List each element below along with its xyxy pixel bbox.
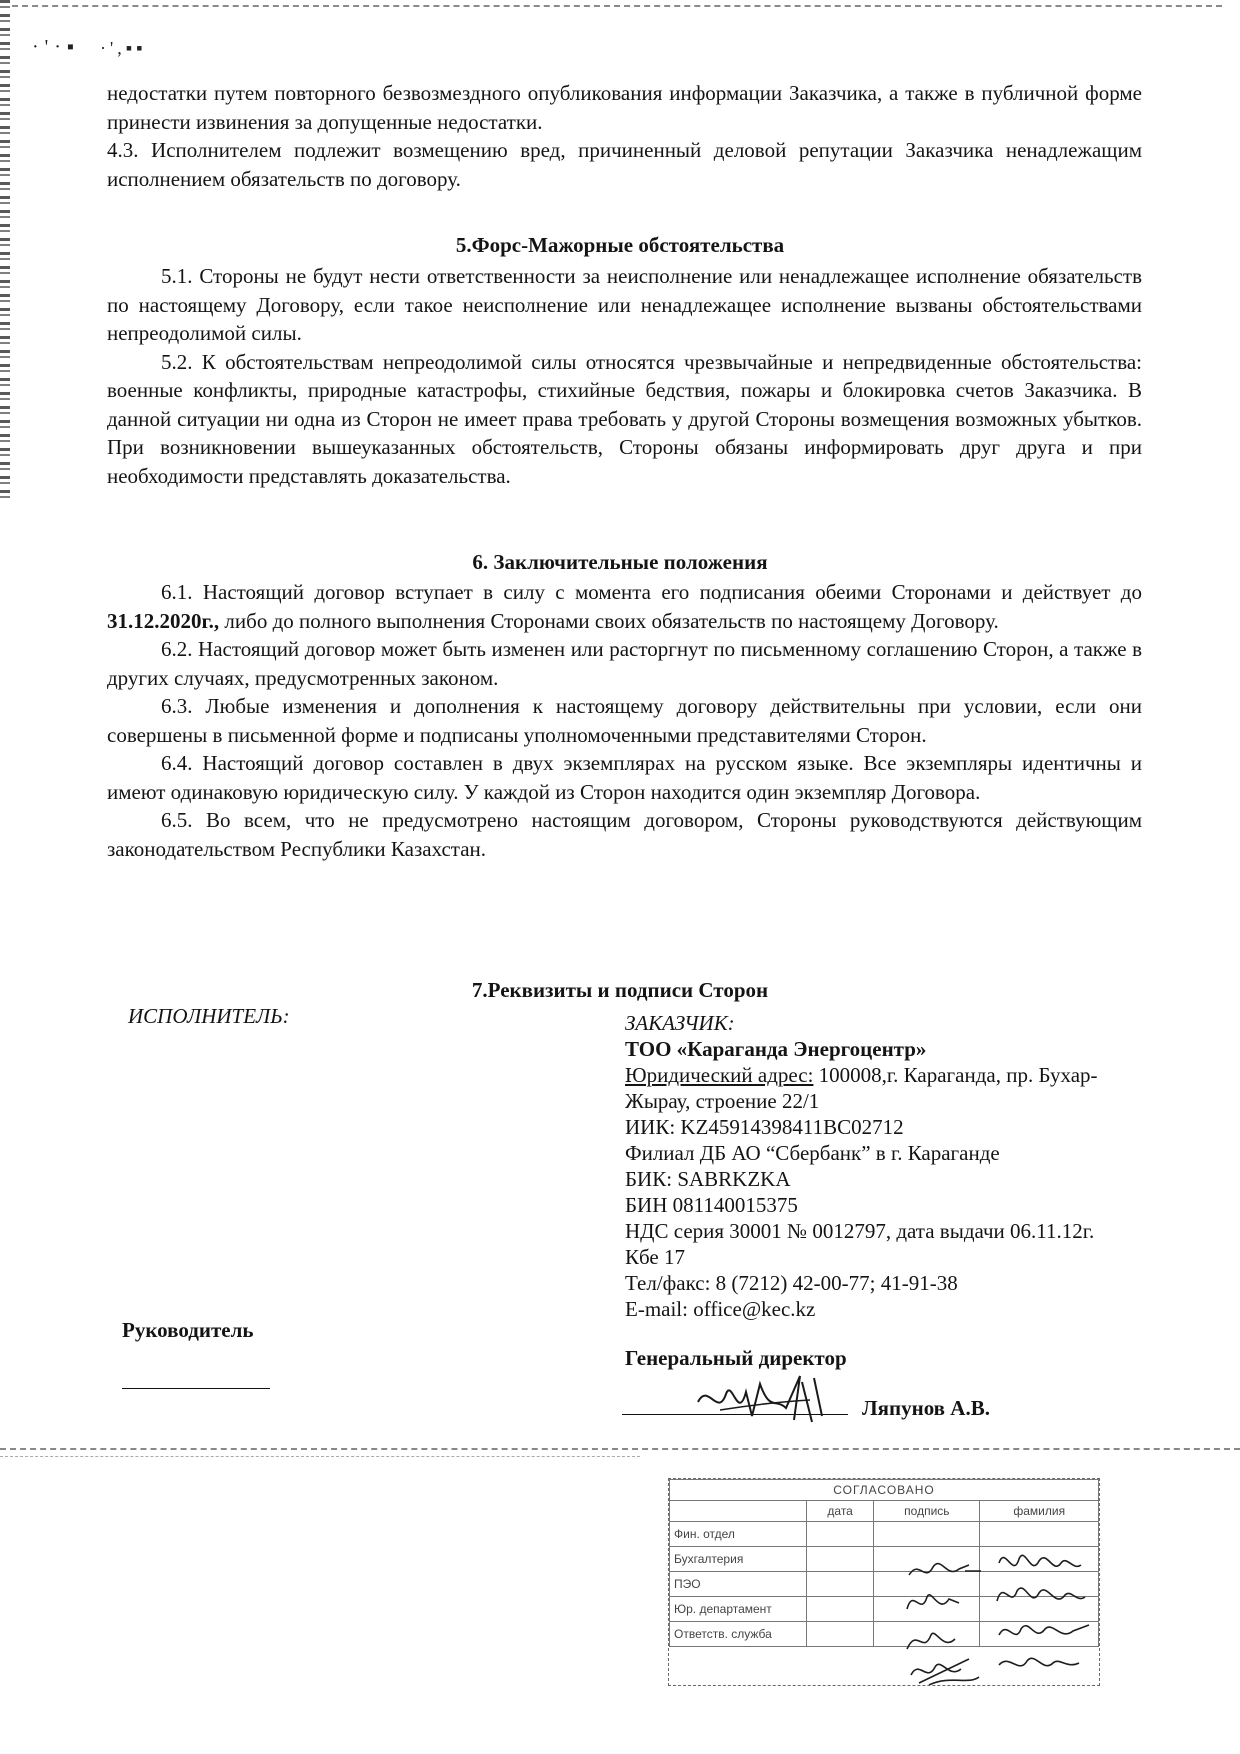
clause-6-1-end: либо до полного выполнения Сторонами своих обязательств по настоящему Договору. — [219, 608, 999, 633]
customer-kbe: Кбе 17 — [625, 1245, 685, 1269]
clause-6-2: 6.2. Настоящий договор может быть изменен или расторгнут по письменному соглашению Сторон, а также в других случаях, предусмотренных законом. — [107, 637, 1142, 690]
cut-line — [0, 1448, 1240, 1450]
section-5-body — [107, 262, 1142, 490]
executor-label: ИСПОЛНИТЕЛЬ: — [128, 1004, 290, 1028]
executor-signature-line — [122, 1388, 270, 1389]
scan-top-border — [12, 5, 1222, 9]
address-line-2: Жырау, строение 22/1 — [625, 1089, 820, 1113]
customer-role: Генеральный директор — [625, 1346, 847, 1370]
approval-row-label: Бухгалтерия — [670, 1547, 807, 1572]
cut-line — [0, 1456, 640, 1457]
section-6-body — [107, 578, 1142, 863]
approval-col-surname: фамилия — [980, 1501, 1099, 1522]
clause-6-1 — [107, 578, 1142, 635]
customer-iik: ИИК: KZ45914398411BC02712 — [625, 1115, 904, 1139]
clause-6-1-start: 6.1. Настоящий договор вступает в силу с момента его подписания обеими Сторонами и действует до — [161, 580, 1142, 604]
intro-paragraph-1: недостатки путем повторного безвозмездного опубликования информации Заказчика, а также в публичной форме принести извинения за допущенные недостатки. — [107, 81, 1142, 134]
customer-signatory: Ляпунов А.В. — [862, 1396, 990, 1420]
customer-bin: БИН 081140015375 — [625, 1193, 798, 1217]
approval-signatures — [669, 1479, 1099, 1685]
section-5-heading: 5.Форс-Мажорные обстоятельства — [455, 233, 785, 257]
approval-title: СОГЛАСОВАНО — [670, 1480, 1099, 1501]
clause-6-3: 6.3. Любые изменения и дополнения к настоящему договору действительны при условии, если они совершены в письменной форме и подписаны уполномоченными представителями Сторон. — [107, 694, 1142, 747]
customer-label: ЗАКАЗЧИК: — [625, 1011, 735, 1035]
clause-6-5: 6.5. Во всем, что не предусмотрено настоящим договором, Стороны руководствуются действующим законодательством Республики Казахстан. — [107, 808, 1142, 861]
customer-address — [625, 1062, 1145, 1088]
address-line-1: 100008,г. Караганда, пр. Бухар- — [813, 1063, 1098, 1087]
approval-row-label: Юр. департамент — [670, 1597, 807, 1622]
customer-company: ТОО «Караганда Энергоцентр» — [625, 1037, 927, 1061]
clause-4-3: 4.3. Исполнителем подлежит возмещению вред, причиненный деловой репутации Заказчика ненадлежащим исполнением обязательств по договору. — [107, 138, 1142, 191]
clause-5-1: 5.1. Стороны не будут нести ответственности за неисполнение или ненадлежащее исполнение обязательств по настоящему Договору, если такое неисполнение или ненадлежащее исполнение вызваны обстоятельствами непреодолимой силы. — [107, 264, 1142, 345]
section-7-heading: 7.Реквизиты и подписи Сторон — [471, 978, 769, 1002]
intro-block — [107, 79, 1142, 193]
customer-requisites — [625, 1010, 1145, 1322]
approval-row-label: Ответств. служба — [670, 1622, 807, 1647]
approval-row-label: Фин. отдел — [670, 1522, 807, 1547]
director-signature — [690, 1372, 830, 1428]
customer-bank: Филиал ДБ АО “Сбербанк” в г. Караганде — [625, 1141, 1000, 1165]
approval-stamp — [668, 1478, 1100, 1686]
section-6-heading: 6. Заключительные положения — [472, 550, 768, 574]
scan-dot-artifact: ·',▪▪ — [100, 38, 147, 58]
contract-end-date: 31.12.2020г., — [107, 608, 220, 633]
customer-phone: Тел/факс: 8 (7212) 42-00-77; 41-91-38 — [625, 1271, 958, 1295]
customer-bik: БИК: SABRKZKA — [625, 1167, 791, 1191]
clause-6-4: 6.4. Настоящий договор составлен в двух экземплярах на русском языке. Все экземпляры идентичны и имеют одинаковую юридическую силу. У каждой из Сторон находится один экземпляр Договора. — [107, 751, 1142, 804]
address-label: Юридический адрес: — [625, 1063, 814, 1087]
customer-email: E-mail: office@kec.kz — [625, 1297, 816, 1321]
approval-col-date: дата — [807, 1501, 874, 1522]
customer-nds: НДС серия 30001 № 0012797, дата выдачи 06.11.12г. — [625, 1219, 1095, 1243]
clause-5-2: 5.2. К обстоятельствам непреодолимой силы относятся чрезвычайные и непредвиденные обстоятельства: военные конфликты, природные катастрофы, стихийные бедствия, пожары и блокировка счетов Заказчика. В данной ситуации ни одна из Сторон не имеет права требовать у другой Стороны возмещения возможных убытков. При возникновении вышеуказанных обстоятельств, Стороны обязаны информировать друг друга и при необходимости представлять доказательства. — [107, 349, 1142, 488]
approval-row-label: ПЭО — [670, 1572, 807, 1597]
scan-dot-artifact: ·'·▪ — [32, 36, 81, 58]
approval-col-signature: подпись — [874, 1501, 980, 1522]
executor-role: Руководитель — [122, 1318, 254, 1342]
